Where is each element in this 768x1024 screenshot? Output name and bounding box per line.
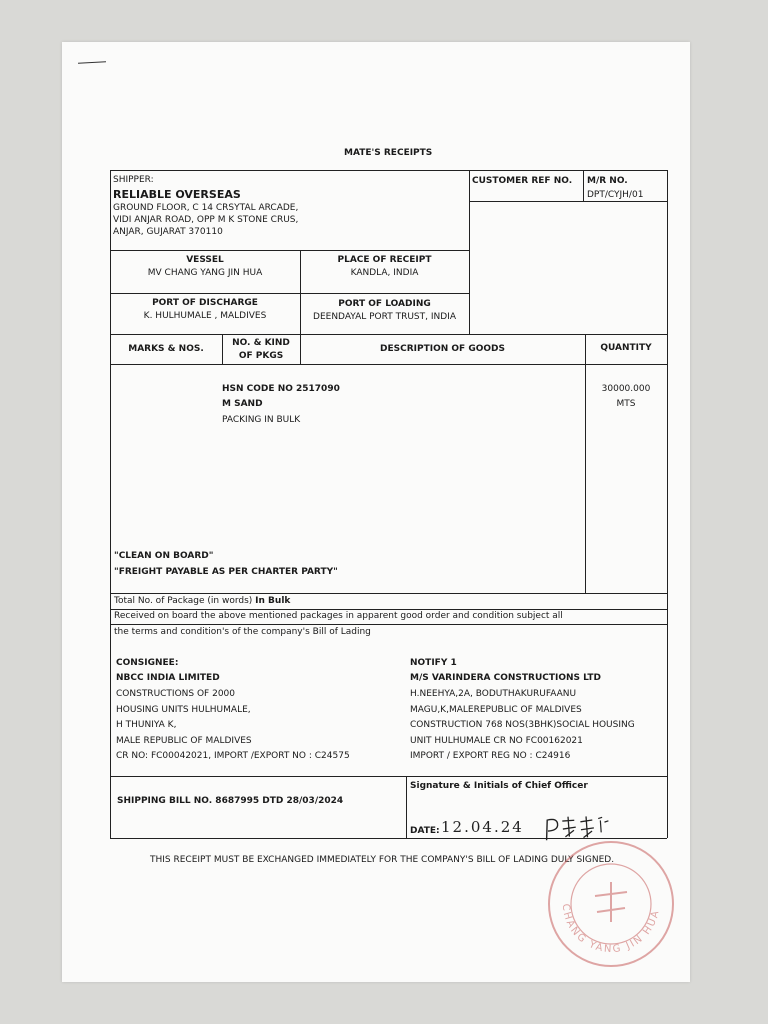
goods-name: M SAND bbox=[222, 399, 263, 409]
svg-text:CHANG YANG JIN HUA: CHANG YANG JIN HUA bbox=[559, 903, 662, 956]
rule bbox=[110, 364, 667, 365]
rule bbox=[110, 776, 667, 777]
rule bbox=[110, 593, 667, 594]
port-of-discharge-label: PORT OF DISCHARGE bbox=[152, 298, 258, 308]
total-packages-value: In Bulk bbox=[255, 596, 291, 606]
vessel-label: VESSEL bbox=[186, 255, 224, 265]
kind-header-line2: OF PKGS bbox=[238, 351, 284, 361]
rule bbox=[583, 170, 584, 201]
quantity-header: QUANTITY bbox=[600, 343, 652, 353]
terms-statement: the terms and condition's of the company's Bill of Lading bbox=[114, 627, 371, 637]
rule bbox=[406, 776, 407, 838]
notify-name: M/S VARINDERA CONSTRUCTIONS LTD bbox=[410, 673, 602, 683]
marks-header: MARKS & NOS. bbox=[128, 344, 204, 354]
mr-no-label: M/R NO. bbox=[587, 176, 628, 186]
consignee-label: CONSIGNEE: bbox=[116, 658, 179, 668]
port-of-loading-value: DEENDAYAL PORT TRUST, INDIA bbox=[313, 312, 456, 322]
total-packages-label: Total No. of Package (in words) bbox=[114, 596, 253, 606]
rule bbox=[110, 250, 469, 251]
quantity-value: 30000.000 bbox=[601, 384, 651, 394]
consignee-line: MALE REPUBLIC OF MALDIVES bbox=[116, 736, 252, 746]
consignee-line: H THUNIYA K, bbox=[116, 720, 177, 730]
clean-on-board-note: "CLEAN ON BOARD" bbox=[114, 551, 214, 561]
consignee-name: NBCC INDIA LIMITED bbox=[116, 673, 220, 683]
vessel-value: MV CHANG YANG JIN HUA bbox=[147, 268, 263, 278]
packing-type: PACKING IN BULK bbox=[222, 415, 301, 425]
rule bbox=[469, 201, 667, 202]
rule bbox=[110, 334, 667, 335]
ship-seal-stamp bbox=[545, 838, 677, 970]
rule bbox=[110, 609, 667, 610]
notify-label: NOTIFY 1 bbox=[410, 658, 457, 668]
port-of-loading-label: PORT OF LOADING bbox=[338, 299, 431, 309]
rule bbox=[110, 293, 469, 294]
notify-line: IMPORT / EXPORT REG NO : C24916 bbox=[410, 751, 571, 761]
notify-line: CONSTRUCTION 768 NOS(3BHK)SOCIAL HOUSING bbox=[410, 720, 635, 730]
consignee-line: CONSTRUCTIONS OF 2000 bbox=[116, 689, 236, 699]
kind-header-line1: NO. & KIND bbox=[232, 338, 290, 348]
freight-note: "FREIGHT PAYABLE AS PER CHARTER PARTY" bbox=[114, 567, 338, 577]
quantity-unit: MTS bbox=[616, 399, 636, 409]
rule bbox=[110, 624, 667, 625]
shipping-bill: SHIPPING BILL NO. 8687995 DTD 28/03/2024 bbox=[117, 796, 344, 806]
consignee-line: CR NO: FC00042021, IMPORT /EXPORT NO : C24575 bbox=[116, 751, 350, 761]
document-title: MATE'S RECEIPTS bbox=[344, 148, 433, 158]
shipper-label: SHIPPER: bbox=[113, 175, 154, 185]
notify-line: UNIT HULHUMALE CR NO FC00162021 bbox=[410, 736, 583, 746]
notify-line: MAGU,K,MALEREPUBLIC OF MALDIVES bbox=[410, 705, 582, 715]
notify-line: H.NEEHYA,2A, BODUTHAKURUFAANU bbox=[410, 689, 577, 699]
rule bbox=[469, 170, 470, 334]
received-statement: Received on board the above mentioned packages in apparent good order and condition subject all bbox=[114, 611, 563, 621]
mr-no-value: DPT/CYJH/01 bbox=[587, 190, 644, 200]
shipper-address-line: ANJAR, GUJARAT 370110 bbox=[113, 227, 223, 237]
signature-label: Signature & Initials of Chief Officer bbox=[410, 781, 588, 791]
handwritten-date: 12.04.24 bbox=[441, 818, 524, 836]
shipper-name: RELIABLE OVERSEAS bbox=[113, 188, 241, 201]
date-label: DATE: bbox=[410, 826, 440, 836]
consignee-line: HOUSING UNITS HULHUMALE, bbox=[116, 705, 251, 715]
place-of-receipt-label: PLACE OF RECEIPT bbox=[337, 255, 432, 265]
place-of-receipt-value: KANDLA, INDIA bbox=[350, 268, 419, 278]
rule bbox=[585, 334, 586, 593]
shipper-address-line: VIDI ANJAR ROAD, OPP M K STONE CRUS, bbox=[113, 215, 299, 225]
footer-notice: THIS RECEIPT MUST BE EXCHANGED IMMEDIATELY FOR THE COMPANY'S BILL OF LADING DULY SIGNED. bbox=[150, 855, 615, 865]
rule bbox=[667, 170, 668, 838]
hsn-code: HSN CODE NO 2517090 bbox=[222, 384, 340, 394]
description-header: DESCRIPTION OF GOODS bbox=[380, 344, 505, 354]
customer-ref-label: CUSTOMER REF NO. bbox=[472, 176, 573, 186]
port-of-discharge-value: K. HULHUMALE , MALDIVES bbox=[143, 311, 267, 321]
shipper-address-line: GROUND FLOOR, C 14 CRSYTAL ARCADE, bbox=[113, 203, 299, 213]
